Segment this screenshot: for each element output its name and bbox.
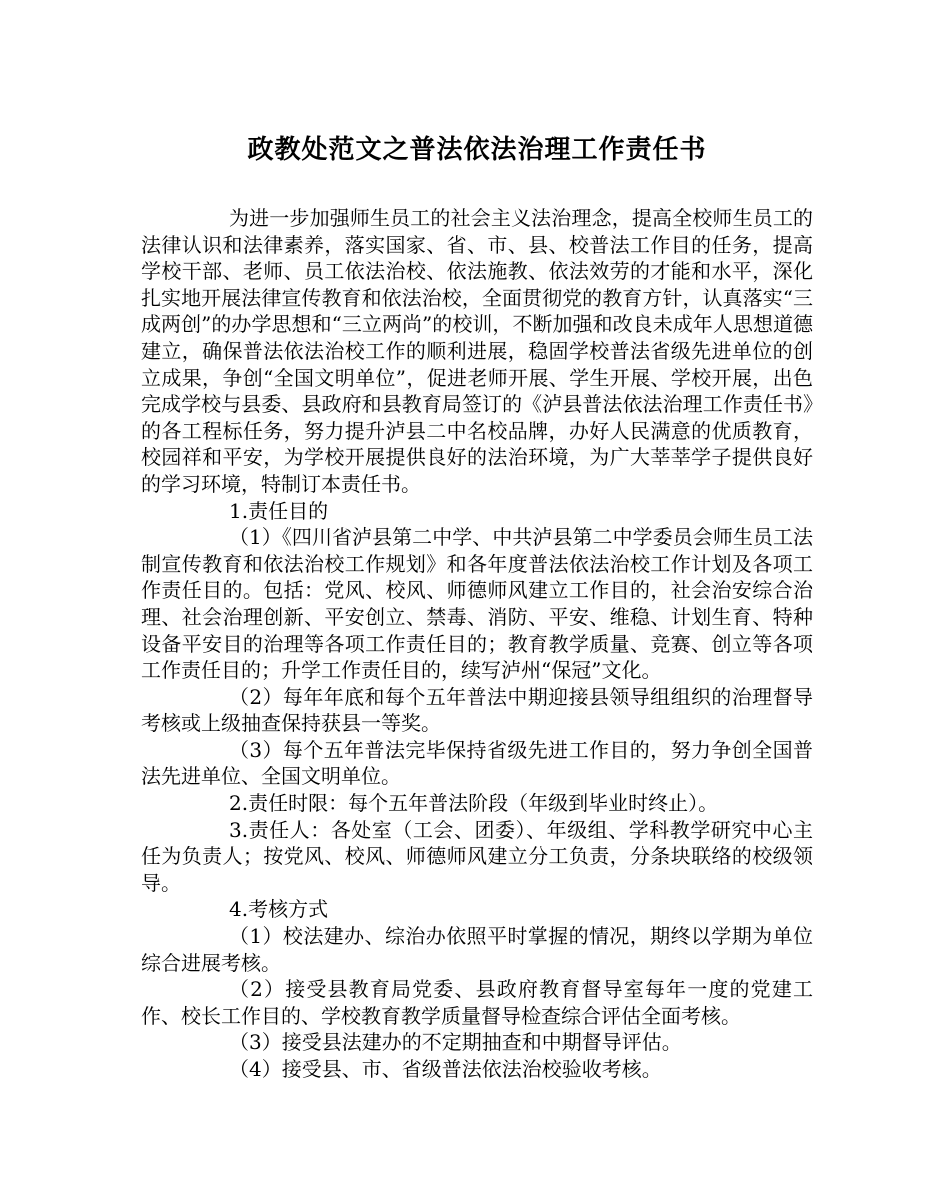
goal-item-2: （2）每年年底和每个五年普法中期迎接县领导组组织的治理督导考核或上级抽查保持获县一等奖。 [141, 684, 813, 736]
intro-paragraph: 为进一步加强师生员工的社会主义法治理念，提高全校师生员工的法律认识和法律素养，落实国家、省、市、县、校普法工作目的任务，提高学校干部、老师、员工依法治校、依法施教、依法效劳的才能和水平，深化扎实地开展法律宣传教育和依法治校，全面贯彻党的教育方针，认真落实“三成两创”的办学思想和“三立两尚”的校训，不断加强和改良未成年人思想道德建立，确保普法依法治校工作的顺利进展，稳固学校普法省级先进单位的创立成果，争创“全国文明单位”，促进老师开展、学生开展、学校开展，出色完成学校与县委、县政府和县教育局签订的《泸县普法依法治理工作责任书》的各工程标任务，努力提升泸县二中名校品牌，办好人民满意的优质教育，校园祥和平安，为学校开展提供良好的法治环境，为广大莘莘学子提供良好的学习环境，特制订本责任书。 [141, 206, 813, 496]
section-heading-assessment: 4.考核方式 [229, 897, 329, 922]
section-responsible-person: 3.责任人：各处室（工会、团委）、年级组、学科教学研究中心主任为负责人；按党风、校风、师德师风建立分工负责，分条块联络的校级领导。 [141, 817, 813, 895]
assessment-item-2: （2）接受县教育局党委、县政府教育督导室每年一度的党建工作、校长工作目的、学校教育教学质量督导检查综合评估全面考核。 [141, 977, 813, 1028]
assessment-item-4: （4）接受县、市、省级普法依法治校验收考核。 [229, 1057, 662, 1081]
goal-item-3: （3）每个五年普法完毕保持省级先进工作目的，努力争创全国普法先进单位、全国文明单位。 [141, 737, 813, 789]
section-heading-goals: 1.责任目的 [229, 498, 329, 523]
assessment-item-3: （3）接受县法建办的不定期抽查和中期督导评估。 [229, 1030, 682, 1055]
document-title: 政教处范文之普法依法治理工作责任书 [247, 135, 707, 165]
goal-item-1: （1）《四川省泸县第二中学、中共泸县第二中学委员会师生员工法制宣传教育和依法治校工作规划》和各年度普法依法治校工作计划及各项工作责任目的。包括：党风、校风、师德师风建立工作目的，社会治安综合治理、社会治理创新、平安创立、禁毒、消防、平安、维稳、计划生育、特种设备平安目的治理等各项工作责任目的；教育教学质量、竞赛、创立等各项工作责任目的；升学工作责任目的，续写泸州“保冠”文化。 [141, 525, 813, 683]
section-time-limit: 2.责任时限：每个五年普法阶段（年级到毕业时终止）。 [229, 791, 719, 816]
document-body [141, 205, 813, 1083]
assessment-item-1: （1）校法建办、综治办依照平时掌握的情况，期终以学期为单位综合进展考核。 [141, 924, 813, 975]
